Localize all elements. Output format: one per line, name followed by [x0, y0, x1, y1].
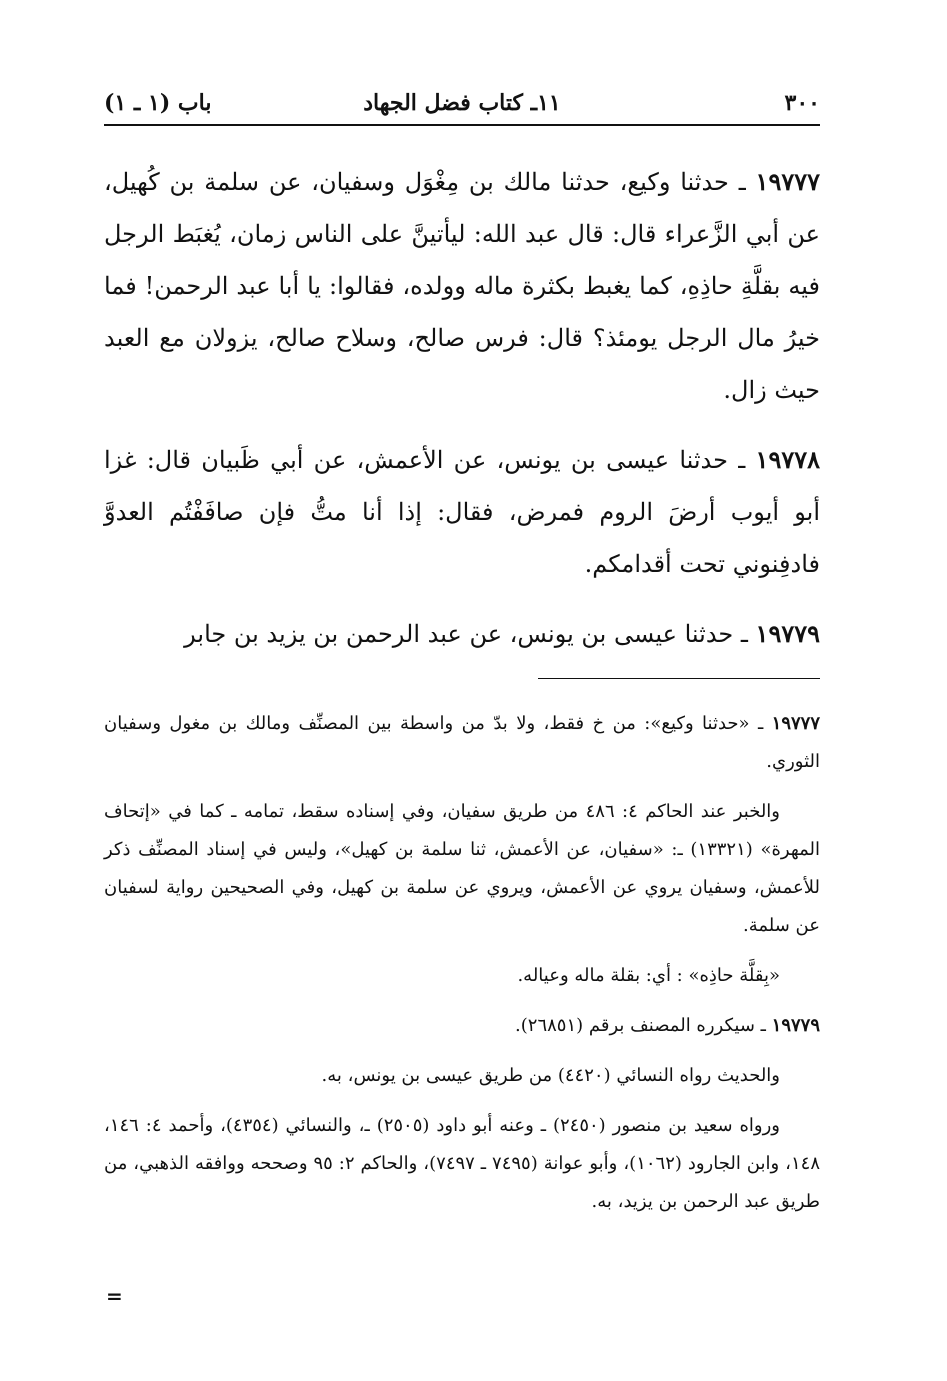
footnote-number: ١٩٧٧٧: [771, 713, 820, 734]
page-number: ٣٠٠: [784, 90, 820, 116]
footnote: [104, 705, 820, 781]
book-title: ١١ـ كتاب فضل الجهاد: [363, 90, 561, 116]
hadith-number: ١٩٧٧٨: [755, 445, 820, 474]
footnote: [104, 1007, 820, 1045]
footnote: والخبر عند الحاكم ٤: ٤٨٦ من طريق سفيان، وفي إسناده سقط، تمامه ـ كما في «إتحاف المهرة» (١٣٣٢١) ـ: «سفيان، عن الأعمش، ثنا سلمة بن كهيل»، وليس في إسناد المصنِّف ذكر للأعمش، وسفيان يروي عن الأعمش، ويروي عن سلمة بن كهيل، وفي الصحيحين رواية لسفيان عن سلمة.: [104, 801, 821, 936]
hadith-text: ـ حدثنا عيسى بن يونس، عن عبد الرحمن بن يزيد بن جابر: [184, 620, 756, 648]
footnote-separator: [538, 678, 820, 679]
footnote-text: ـ «حدثنا وكيع»: من خ فقط، ولا بدّ من واسطة بين المصنِّف ومالك بن مغول وسفيان الثوري.: [104, 713, 820, 772]
hadith-text: ـ حدثنا وكيع، حدثنا مالك بن مِغْوَل وسفيان، عن سلمة بن كُهيل، عن أبي الزَّعراء قال: قال عبد الله: ليأتينَّ على الناس زمان، يُغبَط الرجل فيه بقلَّةِ حاذِهِ، كما يغبط بكثرة ماله وولده، فقالوا: يا أبا عبد الرحمن! فما خيرُ مال الرجل يومئذ؟ قال: فرس صالح، وسلاح صالح، يزولان مع العبد حيث زال.: [104, 168, 820, 404]
footnote: ورواه سعيد بن منصور (٢٤٥٠) ـ وعنه أبو داود (٢٥٠٥) ـ، والنسائي (٤٣٥٤)، وأحمد ٤: ١٤٦، ١٤٨، وابن الجارود (١٠٦٢)، وأبو عوانة (٧٤٩٥ ـ ٧٤٩٧)، والحاكم ٢: ٩٥ وصححه ووافقه الذهبي، من طريق عبد الرحمن بن يزيد، به.: [104, 1115, 821, 1212]
hadith-paragraph: [104, 156, 820, 416]
footnote: والحديث رواه النسائي (٤٤٢٠) من طريق عيسى بن يونس، به.: [321, 1065, 780, 1086]
continuation-mark: =: [106, 1284, 123, 1308]
main-text: [104, 156, 820, 660]
footnote-number: ١٩٧٧٩: [771, 1015, 820, 1036]
hadith-paragraph: [104, 434, 820, 590]
book-page: [104, 84, 820, 1233]
page-header: [104, 84, 820, 126]
hadith-paragraph: [104, 608, 820, 660]
footnotes: [104, 705, 820, 1221]
footnote-text: ـ سيكرره المصنف برقم (٢٦٨٥١).: [515, 1015, 772, 1036]
hadith-number: ١٩٧٧٩: [755, 619, 820, 648]
chapter-label: باب (١ ـ ١): [104, 90, 212, 116]
hadith-text: ـ حدثنا عيسى بن يونس، عن الأعمش، عن أبي ظَبيان قال: غزا أبو أيوب أرضَ الروم فمرض، فقال: إذا أنا متُّ فإن صافَفْتُم العدوَّ فادفِنوني تحت أقدامكم.: [104, 446, 821, 578]
hadith-number: ١٩٧٧٧: [755, 167, 820, 196]
footnote: «بِقلَّة حاذِه» : أي: بقلة ماله وعياله.: [517, 965, 780, 986]
